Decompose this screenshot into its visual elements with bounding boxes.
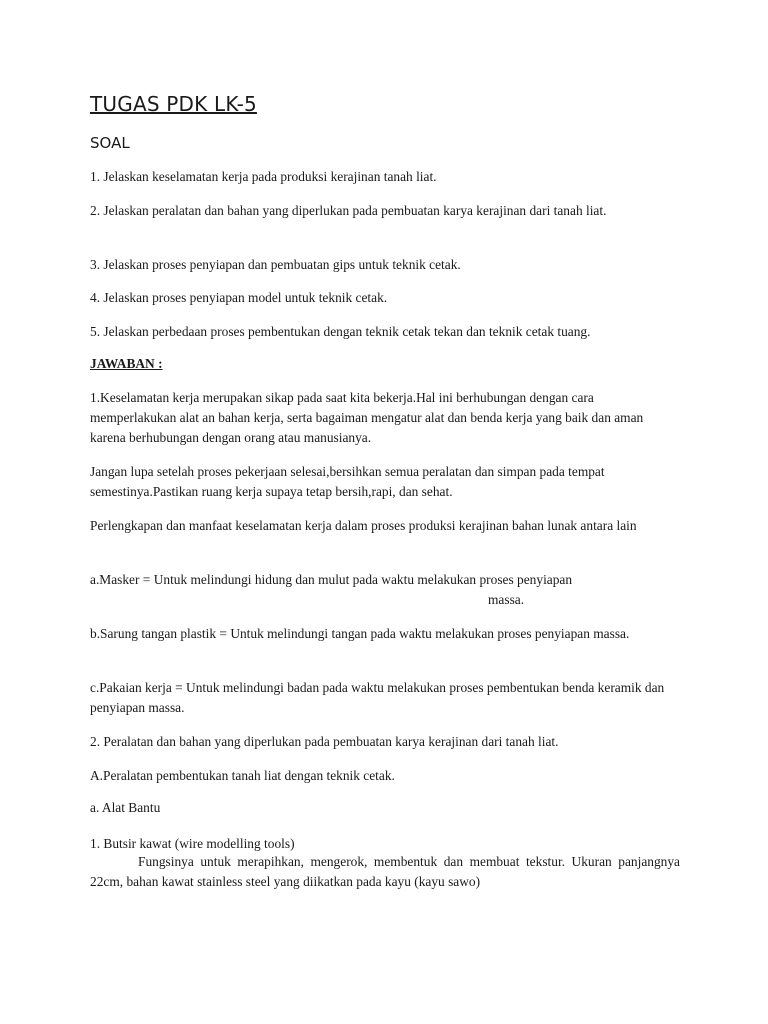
jawaban-heading: JAWABAN :	[90, 356, 163, 371]
question-3: 3. Jelaskan proses penyiapan dan pembuatan gips untuk teknik cetak.	[90, 257, 461, 272]
answer-equipment-intro: Perlengkapan dan manfaat keselamatan kerja dalam proses produksi kerajinan bahan lunak antara lain	[90, 518, 637, 533]
masker-continuation: massa.	[488, 592, 525, 607]
question-5: 5. Jelaskan perbedaan proses pembentukan dengan teknik cetak tekan dan teknik cetak tuang.	[90, 324, 591, 339]
masker-line: a.Masker = Untuk melindungi hidung dan mulut pada waktu melakukan proses penyiapan	[90, 572, 573, 587]
document-title: TUGAS PDK LK-5	[90, 92, 257, 116]
question-1: 1. Jelaskan keselamatan kerja pada produksi kerajinan tanah liat.	[90, 169, 437, 184]
answer-cleanup-paragraph: Jangan lupa setelah proses pekerjaan selesai,bersihkan semua peralatan dan simpan pada tempat semestinya.Pastikan ruang kerja supaya tetap bersih,rapi, dan sehat.	[90, 464, 605, 499]
item-1-title: 1. Butsir kawat (wire modelling tools)	[90, 836, 295, 851]
answer-1-paragraph: 1.Keselamatan kerja merupakan sikap pada saat kita bekerja.Hal ini berhubungan dengan cara memperlakukan alat an bahan kerja, serta bagaiman mengatur alat dan benda kerja yang baik dan aman karena berhubungan dengan orang atau manusianya.	[90, 390, 644, 445]
answer-2-heading: 2. Peralatan dan bahan yang diperlukan pada pembuatan karya kerajinan dari tanah liat.	[90, 734, 559, 749]
soal-heading: SOAL	[90, 134, 130, 152]
sarung-tangan-item: b.Sarung tangan plastik = Untuk melindungi tangan pada waktu melakukan proses penyiapan massa.	[90, 626, 630, 641]
question-4: 4. Jelaskan proses penyiapan model untuk teknik cetak.	[90, 290, 388, 305]
question-2: 2. Jelaskan peralatan dan bahan yang diperlukan pada pembuatan karya kerajinan dari tanah liat.	[90, 203, 607, 218]
pakaian-kerja-item: c.Pakaian kerja = Untuk melindungi badan pada waktu melakukan proses pembentukan benda keramik dan penyiapan massa.	[90, 680, 665, 715]
item-1-description: Fungsinya untuk merapihkan, mengerok, membentuk dan membuat tekstur. Ukuran panjangnya 22cm, bahan kawat stainless steel yang diikatkan pada kayu (kayu sawo)	[90, 854, 680, 889]
section-a-heading: A.Peralatan pembentukan tanah liat dengan teknik cetak.	[90, 768, 395, 783]
sub-a-heading: a. Alat Bantu	[90, 800, 161, 815]
masker-item	[90, 570, 680, 610]
